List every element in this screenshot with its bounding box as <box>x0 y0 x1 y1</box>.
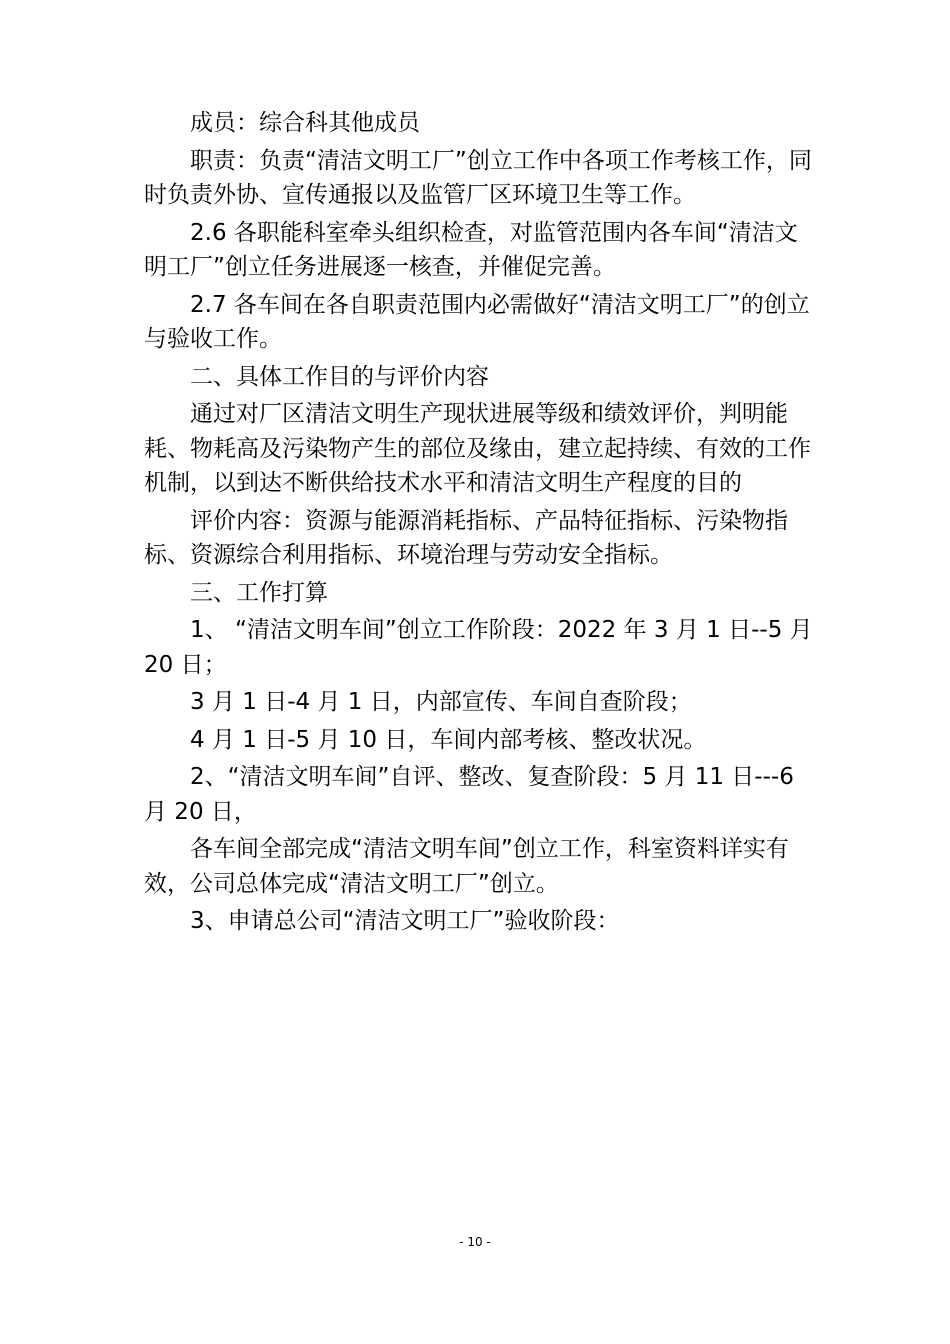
section-heading-2: 二、具体工作目的与评价内容 <box>190 363 489 390</box>
paragraph-objective: 通过对厂区清洁文明生产现状进展等级和绩效评价，判明能耗、物耗高及污染物产生的部位及缘由，建立起持续、有效的工作机制，以到达不断供给技术水平和清洁文明生产程度的目的 <box>144 401 811 496</box>
paragraph-2-7: 2.7 各车间在各自职责范围内必需做好“清洁文明工厂”的创立与验收工作。 <box>144 291 810 352</box>
paragraph-members: 成员：综合科其他成员 <box>190 110 420 136</box>
paragraph-plan-1b: 4 月 1 日-5 月 10 日，车间内部考核、整改状况。 <box>190 726 707 753</box>
paragraph-plan-1: 1、 “清洁文明车间”创立工作阶段：2022 年 3 月 1 日--5 月 20 日； <box>144 617 813 678</box>
body-text <box>144 106 816 942</box>
paragraph-plan-1a: 3 月 1 日-4 月 1 日，内部宣传、车间自查阶段； <box>190 689 692 715</box>
page-number: - 10 - <box>459 1235 491 1249</box>
paragraph-evaluation: 评价内容：资源与能源消耗指标、产品特征指标、污染物指标、资源综合利用指标、环境治理与劳动安全指标。 <box>144 507 788 568</box>
paragraph-plan-2: 2、“清洁文明车间”自评、整改、复查阶段：5 月 11 日---6 月 20 日， <box>144 764 794 825</box>
paragraph-2-6: 2.6 各职能科室牵头组织检查，对监管范围内各车间“清洁文明工厂”创立任务进展逐一核查，并催促完善。 <box>144 219 798 280</box>
paragraph-plan-2a: 各车间全部完成“清洁文明车间”创立工作，科室资料详实有效，公司总体完成“清洁文明工厂”创立。 <box>144 836 789 897</box>
paragraph-plan-3: 3、申请总公司“清洁文明工厂”验收阶段： <box>190 908 620 934</box>
paragraph-duties: 职责：负责“清洁文明工厂”创立工作中各项工作考核工作，同时负责外协、宣传通报以及监管厂区环境卫生等工作。 <box>144 147 812 208</box>
section-heading-3: 三、工作打算 <box>190 579 328 606</box>
